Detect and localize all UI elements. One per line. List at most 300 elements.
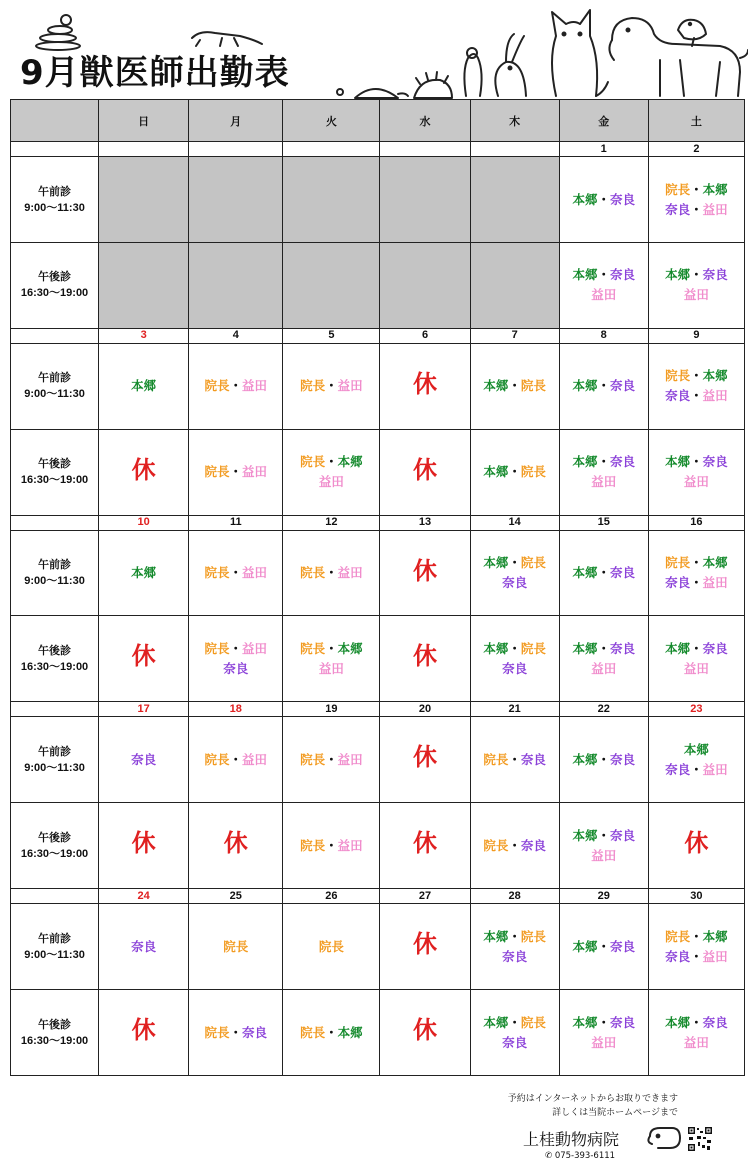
schedule-cell (470, 990, 559, 1076)
doctor-name-hongo: 本郷 (683, 742, 709, 757)
session-time: 16:30〜19:00 (20, 660, 89, 673)
doctor-line (649, 927, 744, 947)
session-time: 9:00〜11:30 (24, 948, 85, 961)
doctor-name-hongo: 本郷 (572, 1015, 598, 1030)
session-label (11, 242, 99, 328)
separator: ・ (229, 752, 243, 767)
schedule-cell (470, 242, 559, 328)
closed-mark: 休 (684, 830, 709, 858)
doctor-name-hongo: 本郷 (483, 1015, 509, 1030)
turtle-icon (337, 89, 408, 98)
doctor-line (649, 265, 744, 285)
doctor-name-nara: 奈良 (610, 379, 636, 394)
doctor-name-inchou: 院長 (300, 641, 326, 656)
doctor-line (560, 190, 648, 210)
schedule-cell (648, 616, 744, 702)
doctor-name-masuda: 益田 (591, 661, 617, 676)
reservation-note: 予約はインターネットからお取りできます (507, 1094, 678, 1104)
doctor-line (471, 462, 559, 482)
doctor-name-masuda: 益田 (242, 566, 268, 581)
session-time: 9:00〜11:30 (24, 575, 85, 588)
schedule-cell (99, 803, 189, 889)
doctor-name-inchou: 院長 (204, 465, 230, 480)
date-cell: 25 (189, 889, 283, 904)
schedule-cell (99, 429, 189, 515)
date-cell: 17 (99, 702, 189, 717)
separator: ・ (508, 752, 521, 767)
doctor-line (560, 846, 648, 866)
schedule-cell (189, 343, 283, 429)
closed-mark: 休 (131, 830, 156, 858)
doctor-line (283, 659, 379, 679)
session-time: 9:00〜11:30 (24, 388, 85, 401)
doctor-name-nara: 奈良 (502, 1035, 528, 1050)
doctor-name-nara: 奈良 (610, 828, 636, 843)
schedule-cell (648, 717, 744, 803)
doctor-name-nara: 奈良 (702, 1015, 728, 1030)
date-cell: 20 (380, 702, 470, 717)
session-label (11, 904, 99, 990)
schedule-cell (283, 157, 380, 243)
doctor-name-hongo: 本郷 (702, 182, 728, 197)
doctor-name-nara: 奈良 (610, 641, 636, 656)
doctor-line (649, 639, 744, 659)
date-row (11, 515, 745, 530)
schedule-cell (559, 343, 648, 429)
date-cell: 3 (99, 328, 189, 343)
doctor-name-hongo: 本郷 (483, 641, 509, 656)
doctor-name-hongo: 本郷 (131, 566, 157, 581)
session-label (11, 717, 99, 803)
session-row-am (11, 530, 745, 616)
separator: ・ (597, 828, 610, 843)
date-cell: 8 (559, 328, 648, 343)
schedule-cell (648, 530, 744, 616)
doctor-line (471, 573, 559, 593)
doctor-name-nara: 奈良 (665, 576, 691, 591)
doctor-name-hongo: 本郷 (665, 1015, 691, 1030)
date-row-label (11, 142, 99, 157)
doctor-name-masuda: 益田 (591, 288, 617, 303)
doctor-line (560, 472, 648, 492)
doctor-name-hongo: 本郷 (702, 556, 728, 571)
date-row-label (11, 702, 99, 717)
doctor-line (649, 452, 744, 472)
separator: ・ (597, 566, 610, 581)
session-row-pm (11, 616, 745, 702)
doctor-name-hongo: 本郷 (572, 828, 598, 843)
session-name: 午前診 (38, 932, 72, 945)
session-time: 16:30〜19:00 (20, 1034, 89, 1047)
date-cell: 13 (380, 515, 470, 530)
doctor-name-hongo: 本郷 (483, 379, 509, 394)
doctor-name-inchou: 院長 (520, 556, 546, 571)
doctor-name-hongo: 本郷 (572, 752, 598, 767)
date-cell: 29 (559, 889, 648, 904)
doctor-line (283, 639, 379, 659)
session-name: 午前診 (38, 185, 72, 198)
header-corner (11, 100, 99, 142)
doctor-line (283, 750, 379, 770)
doctor-line (649, 553, 744, 573)
weekday-header: 金 (559, 100, 648, 142)
closed-mark: 休 (131, 1017, 156, 1044)
separator: ・ (597, 268, 610, 283)
separator: ・ (508, 556, 521, 571)
weekday-header-row (11, 100, 745, 142)
lizard-icon (192, 32, 262, 46)
date-cell: 30 (648, 889, 744, 904)
session-label (11, 803, 99, 889)
doctor-line (649, 760, 744, 780)
date-cell: 23 (648, 702, 744, 717)
doctor-name-inchou: 院長 (665, 369, 691, 384)
doctor-name-nara: 奈良 (610, 939, 636, 954)
doctor-name-inchou: 院長 (520, 465, 546, 480)
doctor-line (283, 836, 379, 856)
separator: ・ (690, 455, 703, 470)
doctor-line (189, 1023, 282, 1043)
doctor-name-masuda: 益田 (702, 762, 728, 777)
schedule-cell (380, 157, 470, 243)
schedule-cell (99, 343, 189, 429)
doctor-line (471, 553, 559, 573)
doctor-line (189, 462, 282, 482)
separator: ・ (229, 641, 243, 656)
schedule-cell (99, 530, 189, 616)
closed-mark: 休 (131, 643, 156, 671)
separator: ・ (690, 202, 703, 217)
doctor-name-nara: 奈良 (610, 192, 636, 207)
doctor-line (649, 366, 744, 386)
schedule-cell (189, 242, 283, 328)
schedule-cell (559, 530, 648, 616)
doctor-line (560, 265, 648, 285)
separator: ・ (229, 379, 243, 394)
separator: ・ (690, 1015, 703, 1030)
schedule-cell (283, 530, 380, 616)
doctor-name-masuda: 益田 (702, 949, 728, 964)
separator: ・ (597, 379, 610, 394)
doctor-name-masuda: 益田 (337, 566, 363, 581)
doctor-line (471, 639, 559, 659)
doctor-name-masuda: 益田 (337, 838, 363, 853)
schedule-cell (470, 530, 559, 616)
date-cell: 21 (470, 702, 559, 717)
doctor-name-inchou: 院長 (204, 566, 230, 581)
doctor-line (189, 376, 282, 396)
separator: ・ (229, 1025, 243, 1040)
doctor-line (649, 659, 744, 679)
date-cell: 7 (470, 328, 559, 343)
doctor-line (649, 947, 744, 967)
doctor-name-inchou: 院長 (300, 752, 326, 767)
separator: ・ (690, 556, 703, 571)
schedule-cell (648, 343, 744, 429)
homepage-note: 詳しくは当院ホームページまで (552, 1108, 678, 1118)
doctor-line (560, 563, 648, 583)
session-time: 16:30〜19:00 (20, 847, 89, 860)
doctor-name-nara: 奈良 (242, 1025, 268, 1040)
schedule-cell (283, 616, 380, 702)
doctor-name-nara: 奈良 (665, 202, 691, 217)
doctor-line (560, 750, 648, 770)
doctor-name-hongo: 本郷 (665, 455, 691, 470)
session-label (11, 157, 99, 243)
doctor-line (649, 200, 744, 220)
doctor-line (471, 836, 559, 856)
separator: ・ (690, 182, 703, 197)
doctor-name-masuda: 益田 (318, 475, 344, 490)
doctor-name-masuda: 益田 (242, 641, 268, 656)
qr-code-icon[interactable] (687, 1126, 713, 1152)
session-time: 9:00〜11:30 (24, 201, 85, 214)
doctor-name-inchou: 院長 (300, 379, 326, 394)
schedule-cell (283, 343, 380, 429)
doctor-line (99, 563, 188, 583)
date-cell: 2 (648, 142, 744, 157)
doctor-name-inchou: 院長 (520, 379, 546, 394)
doctor-name-inchou: 院長 (520, 641, 546, 656)
separator: ・ (325, 1025, 338, 1040)
schedule-cell (380, 429, 470, 515)
closed-mark: 休 (131, 456, 156, 484)
schedule-table (10, 99, 745, 1076)
doctor-name-inchou: 院長 (483, 838, 509, 853)
doctor-line (189, 937, 282, 957)
schedule-cell (189, 990, 283, 1076)
closed-mark: 休 (413, 370, 438, 398)
date-row-label (11, 328, 99, 343)
schedule-cell (189, 717, 283, 803)
closed-mark: 休 (413, 643, 438, 671)
date-cell: 6 (380, 328, 470, 343)
doctor-line (649, 472, 744, 492)
schedule-cell (648, 157, 744, 243)
closed-mark: 休 (413, 931, 438, 959)
separator: ・ (508, 838, 521, 853)
separator: ・ (690, 389, 703, 404)
separator: ・ (325, 566, 338, 581)
weekday-header: 火 (283, 100, 380, 142)
doctor-name-nara: 奈良 (131, 752, 157, 767)
clinic-name: 上桂動物病院 (523, 1130, 620, 1149)
doctor-name-inchou: 院長 (300, 838, 326, 853)
date-cell: 24 (99, 889, 189, 904)
doctor-name-hongo: 本郷 (572, 566, 598, 581)
session-row-am (11, 904, 745, 990)
doctor-name-nara: 奈良 (131, 939, 157, 954)
session-time: 16:30〜19:00 (20, 474, 89, 487)
weekday-header: 土 (648, 100, 744, 142)
doctor-name-hongo: 本郷 (337, 455, 363, 470)
doctor-line (283, 1023, 379, 1043)
schedule-cell (283, 990, 380, 1076)
doctor-line (560, 659, 648, 679)
doctor-name-masuda: 益田 (242, 465, 268, 480)
schedule-cell (380, 530, 470, 616)
doctor-name-inchou: 院長 (300, 1025, 326, 1040)
date-cell: 18 (189, 702, 283, 717)
date-cell: 28 (470, 889, 559, 904)
date-cell: 10 (99, 515, 189, 530)
meerkat-icon (464, 48, 481, 96)
doctor-name-nara: 奈良 (610, 455, 636, 470)
separator: ・ (325, 641, 338, 656)
separator: ・ (597, 192, 610, 207)
doctor-name-hongo: 本郷 (572, 939, 598, 954)
schedule-cell (559, 904, 648, 990)
doctor-name-hongo: 本郷 (572, 379, 598, 394)
doctor-name-masuda: 益田 (702, 576, 728, 591)
separator: ・ (325, 838, 338, 853)
schedule-cell (283, 242, 380, 328)
doctor-line (189, 750, 282, 770)
doctor-line (189, 639, 282, 659)
doctor-name-inchou: 院長 (665, 556, 691, 571)
session-row-pm (11, 990, 745, 1076)
date-cell: 26 (283, 889, 380, 904)
doctor-line (649, 1033, 744, 1053)
session-row-am (11, 717, 745, 803)
doctor-name-nara: 奈良 (520, 838, 546, 853)
schedule-cell (559, 717, 648, 803)
doctor-name-inchou: 院長 (300, 566, 326, 581)
session-name: 午後診 (38, 831, 72, 844)
doctor-line (471, 1013, 559, 1033)
page-title: 9月獣医師出勤表 (20, 53, 290, 93)
doctor-name-masuda: 益田 (702, 202, 728, 217)
doctor-name-nara: 奈良 (702, 268, 728, 283)
schedule-cell (99, 990, 189, 1076)
session-name: 午後診 (38, 458, 72, 471)
doctor-name-masuda: 益田 (337, 379, 363, 394)
separator: ・ (597, 939, 610, 954)
doctor-name-nara: 奈良 (610, 268, 636, 283)
doctor-line (471, 659, 559, 679)
doctor-name-inchou: 院長 (665, 182, 691, 197)
closed-mark: 休 (223, 830, 248, 858)
closed-mark: 休 (413, 456, 438, 484)
separator: ・ (508, 379, 521, 394)
session-row-am (11, 343, 745, 429)
schedule-cell (380, 242, 470, 328)
date-cell: 12 (283, 515, 380, 530)
date-cell: 1 (559, 142, 648, 157)
doctor-line (560, 452, 648, 472)
weekday-header: 水 (380, 100, 470, 142)
separator: ・ (690, 929, 703, 944)
doctor-line (283, 452, 379, 472)
doctor-line (283, 563, 379, 583)
doctor-name-hongo: 本郷 (572, 455, 598, 470)
schedule-cell (283, 803, 380, 889)
schedule-cell (99, 242, 189, 328)
schedule-cell (99, 157, 189, 243)
separator: ・ (690, 762, 703, 777)
doctor-line (283, 376, 379, 396)
doctor-name-inchou: 院長 (204, 1025, 230, 1040)
schedule-cell (189, 429, 283, 515)
doctor-name-nara: 奈良 (610, 752, 636, 767)
separator: ・ (690, 268, 703, 283)
date-cell: 22 (559, 702, 648, 717)
schedule-cell (189, 904, 283, 990)
session-name: 午前診 (38, 745, 72, 758)
date-cell (470, 142, 559, 157)
doctor-name-nara: 奈良 (223, 661, 249, 676)
doctor-name-inchou: 院長 (318, 939, 344, 954)
weekday-header: 月 (189, 100, 283, 142)
doctor-name-nara: 奈良 (502, 661, 528, 676)
clinic-logo-icon (646, 1122, 686, 1152)
doctor-name-hongo: 本郷 (572, 192, 598, 207)
separator: ・ (597, 752, 610, 767)
footer-note (508, 1092, 678, 1120)
doctor-line (649, 180, 744, 200)
phone-text: 075-393-6111 (554, 1151, 616, 1161)
doctor-name-hongo: 本郷 (483, 556, 509, 571)
schedule-cell (380, 990, 470, 1076)
closed-mark: 休 (413, 744, 438, 772)
doctor-line (99, 750, 188, 770)
session-name: 午後診 (38, 271, 72, 284)
doctor-line (560, 1013, 648, 1033)
doctor-name-nara: 奈良 (502, 576, 528, 591)
separator: ・ (597, 455, 610, 470)
weekday-header: 木 (470, 100, 559, 142)
separator: ・ (508, 1015, 521, 1030)
date-cell: 14 (470, 515, 559, 530)
doctor-line (471, 1033, 559, 1053)
date-cell (189, 142, 283, 157)
schedule-cell (470, 429, 559, 515)
schedule-cell (470, 717, 559, 803)
doctor-line (471, 376, 559, 396)
doctor-line (471, 927, 559, 947)
bird-icon (678, 20, 706, 46)
schedule-cell (380, 343, 470, 429)
schedule-cell (283, 717, 380, 803)
doctor-name-hongo: 本郷 (665, 641, 691, 656)
schedule-cell (380, 616, 470, 702)
doctor-name-nara: 奈良 (502, 949, 528, 964)
doctor-name-inchou: 院長 (204, 379, 230, 394)
phone-icon: ✆ (545, 1151, 553, 1161)
closed-mark: 休 (413, 830, 438, 858)
separator: ・ (597, 1015, 610, 1030)
doctor-name-inchou: 院長 (520, 929, 546, 944)
schedule-cell (99, 616, 189, 702)
doctor-line (471, 947, 559, 967)
schedule-cell (648, 242, 744, 328)
schedule-cell (559, 803, 648, 889)
doctor-name-inchou: 院長 (300, 455, 326, 470)
doctor-name-masuda: 益田 (683, 475, 709, 490)
date-row (11, 142, 745, 157)
schedule-cell (380, 803, 470, 889)
date-cell: 4 (189, 328, 283, 343)
schedule-cell (380, 717, 470, 803)
session-label (11, 990, 99, 1076)
separator: ・ (508, 929, 521, 944)
doctor-line (283, 937, 379, 957)
doctor-name-nara: 奈良 (665, 762, 691, 777)
date-cell (380, 142, 470, 157)
doctor-name-hongo: 本郷 (483, 465, 509, 480)
doctor-name-inchou: 院長 (223, 939, 249, 954)
snake-icon (36, 15, 80, 50)
